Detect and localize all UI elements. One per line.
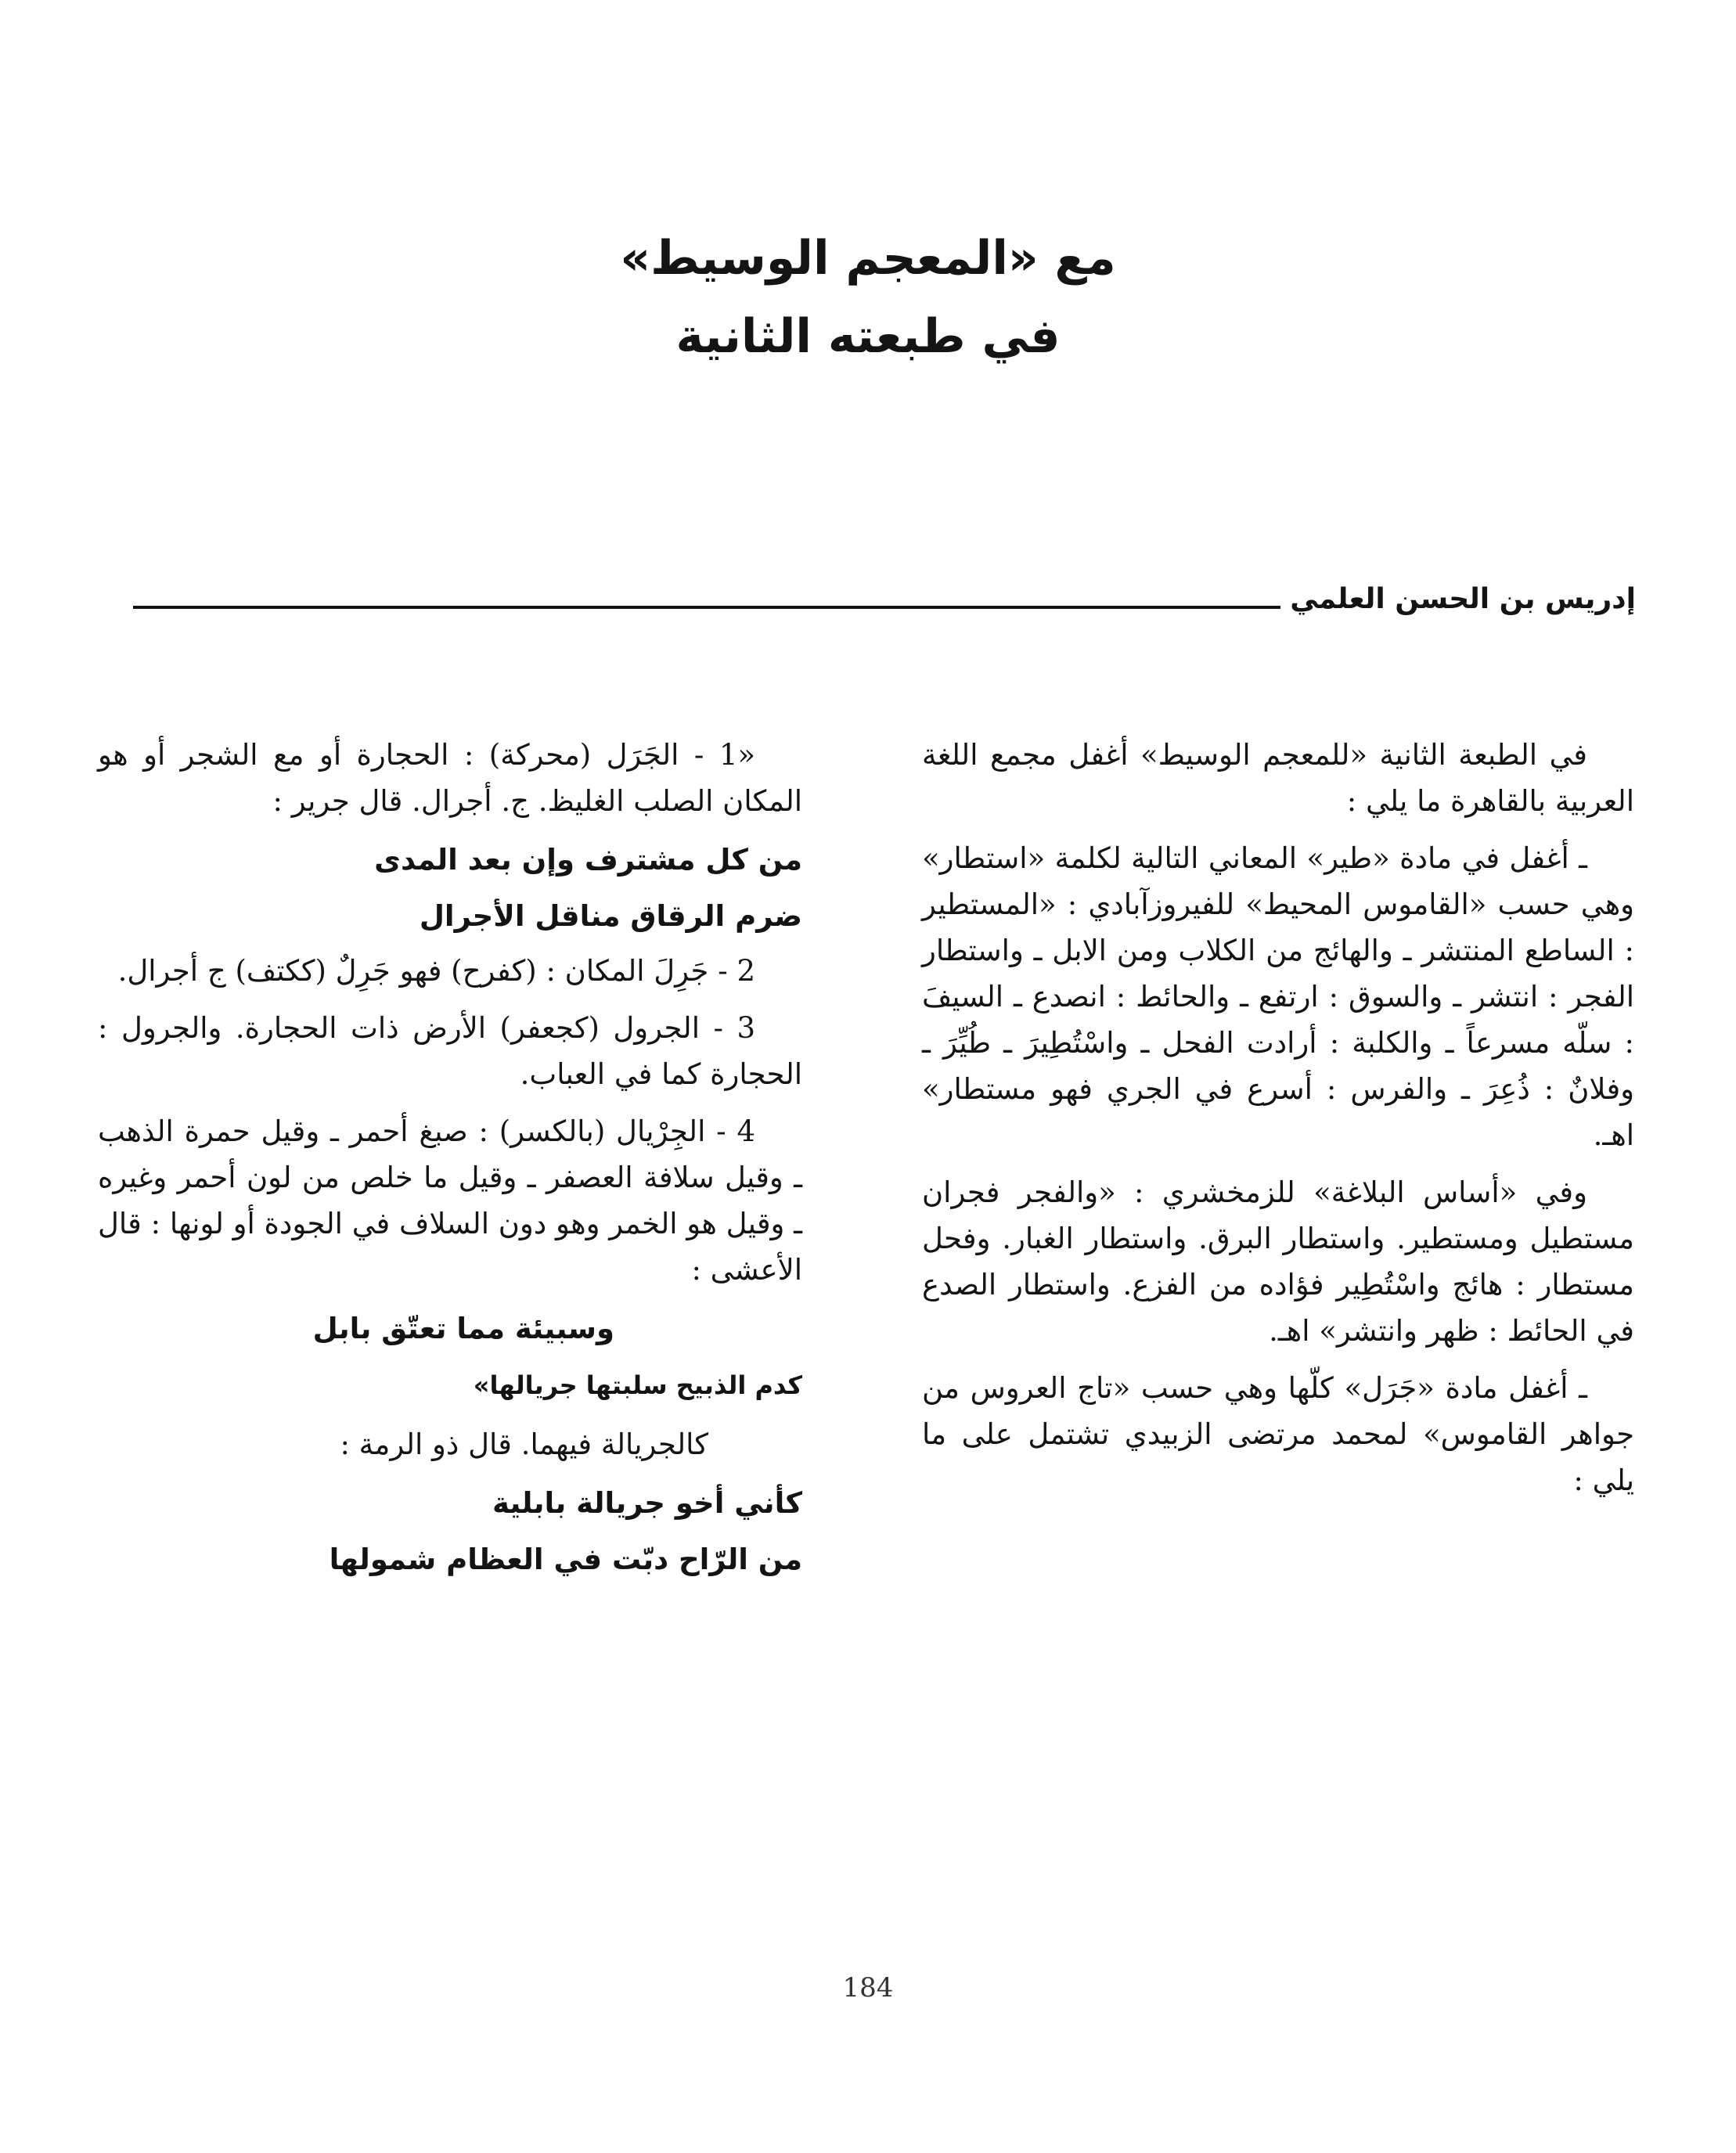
paragraph-asas: وفي «أساس البلاغة» للزمخشري : «والفجر فجران مستطيل ومستطير. واستطار البرق. واستطار الغبار. وفحل مستطار : هائج واسْتُطِير فؤاده من الفزع. واستطار الصدع في الحائط : ظهر وانتشر» اهـ.: [922, 1176, 1634, 1348]
verse-3-line-a: كأني أخو جريالة بابلية: [492, 1486, 802, 1520]
title-line-1: مع «المعجم الوسيط»: [620, 231, 1116, 286]
paragraph-def-2: 2 - جَرِلَ المكان : (كفرح) فهو جَرِلٌ (ككتف) ج أجرال.: [117, 954, 755, 988]
byline: [133, 575, 1636, 622]
paragraph-tayr: ـ أغفل في مادة «طير» المعاني التالية لكلمة «استطار» وهي حسب «القاموس المحيط» للفيروزآبادي : «المستطير : الساطع المنتشر ـ والهائج من الكلاب ومن الابل ـ واستطار الفجر : انتشر ـ والسوق : ارتفع ـ والحائط : انصدع ـ السيفَ : سلّه مسرعاً ـ والكلبة : أرادت الفحل ـ واسْتُطِيرَ ـ طُيِّرَ ـ وفلانٌ : ذُعِرَ ـ والفرس : أسرع في الجري فهو مستطار» اهـ.: [922, 841, 1634, 1152]
paragraph-def-4: 4 - الجِرْيال (بالكسر) : صبغ أحمر ـ وقيل حمرة الذهب ـ وقيل سلافة العصفر ـ وقيل ما خلص من لون أحمر وغيره ـ وقيل هو الخمر وهو دون السلاف في الجودة أو لونها : قال الأعشى :: [98, 1114, 802, 1287]
verse-1-line-b: ضرم الرقاق مناقل الأجرال: [419, 899, 802, 933]
verse-2-line-a: وسبيئة مما تعتّق بابل: [312, 1312, 614, 1345]
author-name: إدريس بن الحسن العلمي: [1290, 582, 1636, 615]
page-number: 184: [842, 1972, 894, 2004]
paragraph-jarl: ـ أغفل مادة «جَرَل» كلّها وهي حسب «تاج العروس من جواهر القاموس» لمحمد مرتضى الزبيدي تشتمل على ما يلي :: [922, 1371, 1634, 1497]
left-column: [98, 732, 802, 1591]
text-dhu-rumma: كالجريالة فيهما. قال ذو الرمة :: [340, 1428, 708, 1461]
title-line-2: في طبعته الثانية: [675, 309, 1061, 364]
paragraph-def-1: «1 - الجَرَل (محركة) : الحجارة أو مع الشجر أو هو المكان الصلب الغليظ. ج. أجرال. قال جرير :: [98, 738, 802, 818]
verse-3-line-b: من الرّاح دبّت في العظام شمولها: [329, 1543, 802, 1576]
verse-1-line-a: من كل مشترف وإن بعد المدى: [374, 843, 802, 877]
verse-2-line-b: كدم الذبيح سلبتها جريالها»: [473, 1370, 802, 1400]
paragraph-def-3: 3 - الجرول (كجعفر) الأرض ذات الحجارة. والجرول : الحجارة كما في العباب.: [98, 1011, 802, 1091]
paragraph-intro: في الطبعة الثانية «للمعجم الوسيط» أغفل مجمع اللغة العربية بالقاهرة ما يلي :: [922, 738, 1634, 818]
article-title: [0, 219, 1736, 376]
byline-rule: [133, 606, 1280, 609]
right-column: [922, 732, 1634, 1514]
